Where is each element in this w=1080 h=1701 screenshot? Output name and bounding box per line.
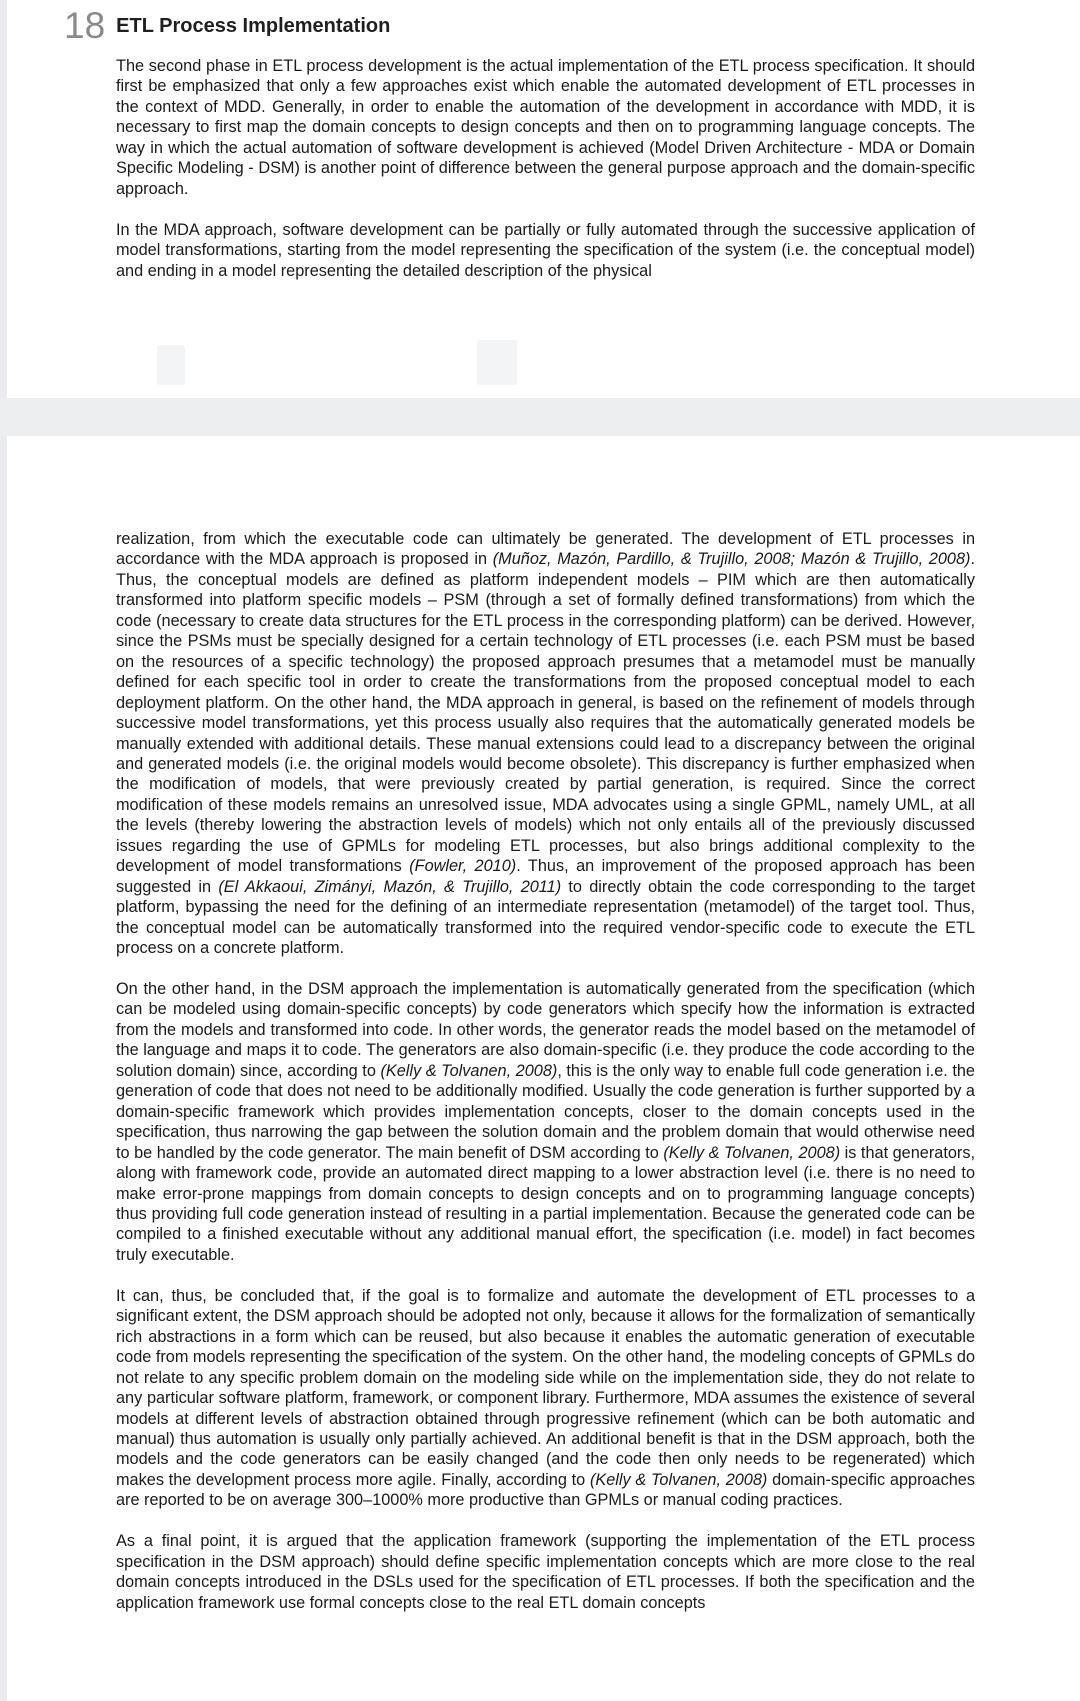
top-paragraph — [116, 220, 975, 281]
citation: (El Akkaoui, Zimányi, Mazón, & Trujillo, 2011) — [218, 877, 562, 896]
bottom-page-body — [116, 529, 975, 1613]
bottom-paragraph — [116, 1531, 975, 1613]
body-text: In the MDA approach, software development can be partially or fully automated through the successive application of model transformations, starting from the model representing the specification of the system (i.e. the conceptual model) and ending in a model representing the detailed description of the physical — [116, 220, 975, 280]
body-text: . Thus, an improvement of the proposed approach has been suggested in — [116, 857, 975, 896]
citation: (Fowler, 2010) — [409, 857, 517, 876]
page-bottom — [0, 436, 1080, 1701]
top-page-body — [116, 56, 975, 281]
body-text: is that generators, along with framework code, provide an automated direct mapping to a lower abstraction level (i.e. there is no need to make error-prone mappings from domain concepts to design concepts and on to programming language concepts) thus providing full code generation instead of resulting in a partial implementation. Because the generated code can be compiled to a finished executable without any additional manual effort, the specification (i.e. model) in fact becomes truly executable. — [116, 1143, 975, 1264]
citation: (Kelly & Tolvanen, 2008) — [380, 1061, 558, 1080]
top-paragraph — [116, 56, 975, 199]
bottom-paragraph — [116, 979, 975, 1265]
bottom-paragraph — [116, 529, 975, 959]
scan-shadow — [477, 340, 517, 385]
page-top — [0, 0, 1080, 398]
body-text: , this is the only way to enable full code generation i.e. the generation of code that does not need to be additionally modified. Usually the code generation is further supported by a domain-specific framework which provides implementation concepts, closer to the domain concepts used in the specification, thus narrowing the gap between the solution domain and the problem domain that would otherwise need to be handled by the code generator. The main benefit of DSM according to — [116, 1061, 975, 1162]
page-number: 18 — [64, 5, 106, 46]
body-text: to directly obtain the code corresponding to the target platform, bypassing the need for the defining of an intermediate representation (metamodel) of the target tool. Thus, the conceptual model can be automatically transformed into the required vendor-specific code to execute the ETL process on a concrete platform. — [116, 877, 976, 958]
citation: (Muñoz, Mazón, Pardillo, & Trujillo, 2008; Mazón & Trujillo, 2008) — [492, 550, 971, 569]
citation: (Kelly & Tolvanen, 2008) — [663, 1143, 841, 1162]
scan-shadow — [157, 345, 185, 385]
body-text: As a final point, it is argued that the application framework (supporting the implementation of the ETL process specification in the DSM approach) should define specific implementation concepts which are more close to the real domain concepts introduced in the DSLs used for the specification of ETL processes. If both the specification and the application framework use formal concepts close to the real ETL domain concepts — [116, 1532, 975, 1612]
chapter-title: ETL Process Implementation — [116, 14, 391, 37]
body-text: It can, thus, be concluded that, if the goal is to formalize and automate the development of ETL processes to a significant extent, the DSM approach should be adopted not only, because it allows for the formalization of semantically rich abstractions in a form which can be reused, but also because it enables the automatic generation of executable code from models representing the specification of the system. On the other hand, the modeling concepts of GPMLs do not relate to any specific problem domain on the modeling side while on the implementation side, they do not relate to any particular software platform, framework, or component library. Furthermore, MDA assumes the existence of several models at different levels of abstraction obtained through progressive refinement (which can be both automatic and manual) thus automation is usually only partially achieved. An additional benefit is that in the DSM approach, both the models and the code generators can be easily changed (and the code then only needs to be regenerated) which makes the development process more agile. Finally, according to — [116, 1286, 975, 1489]
body-text: realization, from which the executable code can ultimately be generated. The development of ETL processes in accordance with the MDA approach is proposed in — [116, 530, 975, 569]
body-text: . Thus, the conceptual models are defined as platform independent models – PIM which are then automatically transformed into platform specific models – PSM (through a set of formally defined transformations) from which the code (necessary to create data structures for the ETL process in the corresponding platform) can be derived. However, since the PSMs must be specially designed for a certain technology of ETL processes (i.e. each PSM must be based on the resources of a specific technology) the proposed approach presumes that a metamodel must be manually defined for each specific tool in order to create the transformations from the proposed conceptual model to each deployment platform. On the other hand, the MDA approach in general, is based on the refinement of models through successive model transformations, yet this process usually also requires that the automatically generated models be manually extended with additional details. These manual extensions could lead to a discrepancy between the original and generated models (i.e. the original models would become obsolete). This discrepancy is further emphasized when the modification of models, that were previously created by partial generation, is required. Since the correct modification of these models remains an unresolved issue, MDA advocates using a single GPML, namely UML, at all the levels (thereby lowering the abstraction levels of models) which not only entails all of the previously discussed issues regarding the use of GPMLs for modeling ETL processes, but also brings additional complexity to the development of model transformations — [116, 550, 975, 876]
body-text: On the other hand, in the DSM approach the implementation is automatically generated from the specification (which can be modeled using domain-specific concepts) by code generators which specify how the information is extracted from the models and transformed into code. In other words, the generator reads the model based on the metamodel of the language and maps it to code. The generators are also domain-specific (i.e. they produce the code according to the solution domain) since, according to — [116, 980, 975, 1080]
page-header — [64, 4, 390, 48]
citation: (Kelly & Tolvanen, 2008) — [589, 1470, 768, 1489]
page-separator — [0, 398, 1080, 436]
body-text: domain-specific approaches are reported to be on average 300–1000% more productive than GPMLs or manual coding practices. — [116, 1470, 975, 1510]
body-text: The second phase in ETL process development is the actual implementation of the ETL process specification. It should first be emphasized that only a few approaches exist which enable the automated development of ETL processes in the context of MDD. Generally, in order to enable the automation of the development in accordance with MDD, it is necessary to first map the domain concepts to design concepts and then on to programming language concepts. The way in which the actual automation of software development is achieved (Model Driven Architecture - MDA or Domain Specific Modeling - DSM) is another point of difference between the general purpose approach and the domain-specific approach. — [116, 57, 975, 198]
bottom-paragraph — [116, 1286, 975, 1511]
